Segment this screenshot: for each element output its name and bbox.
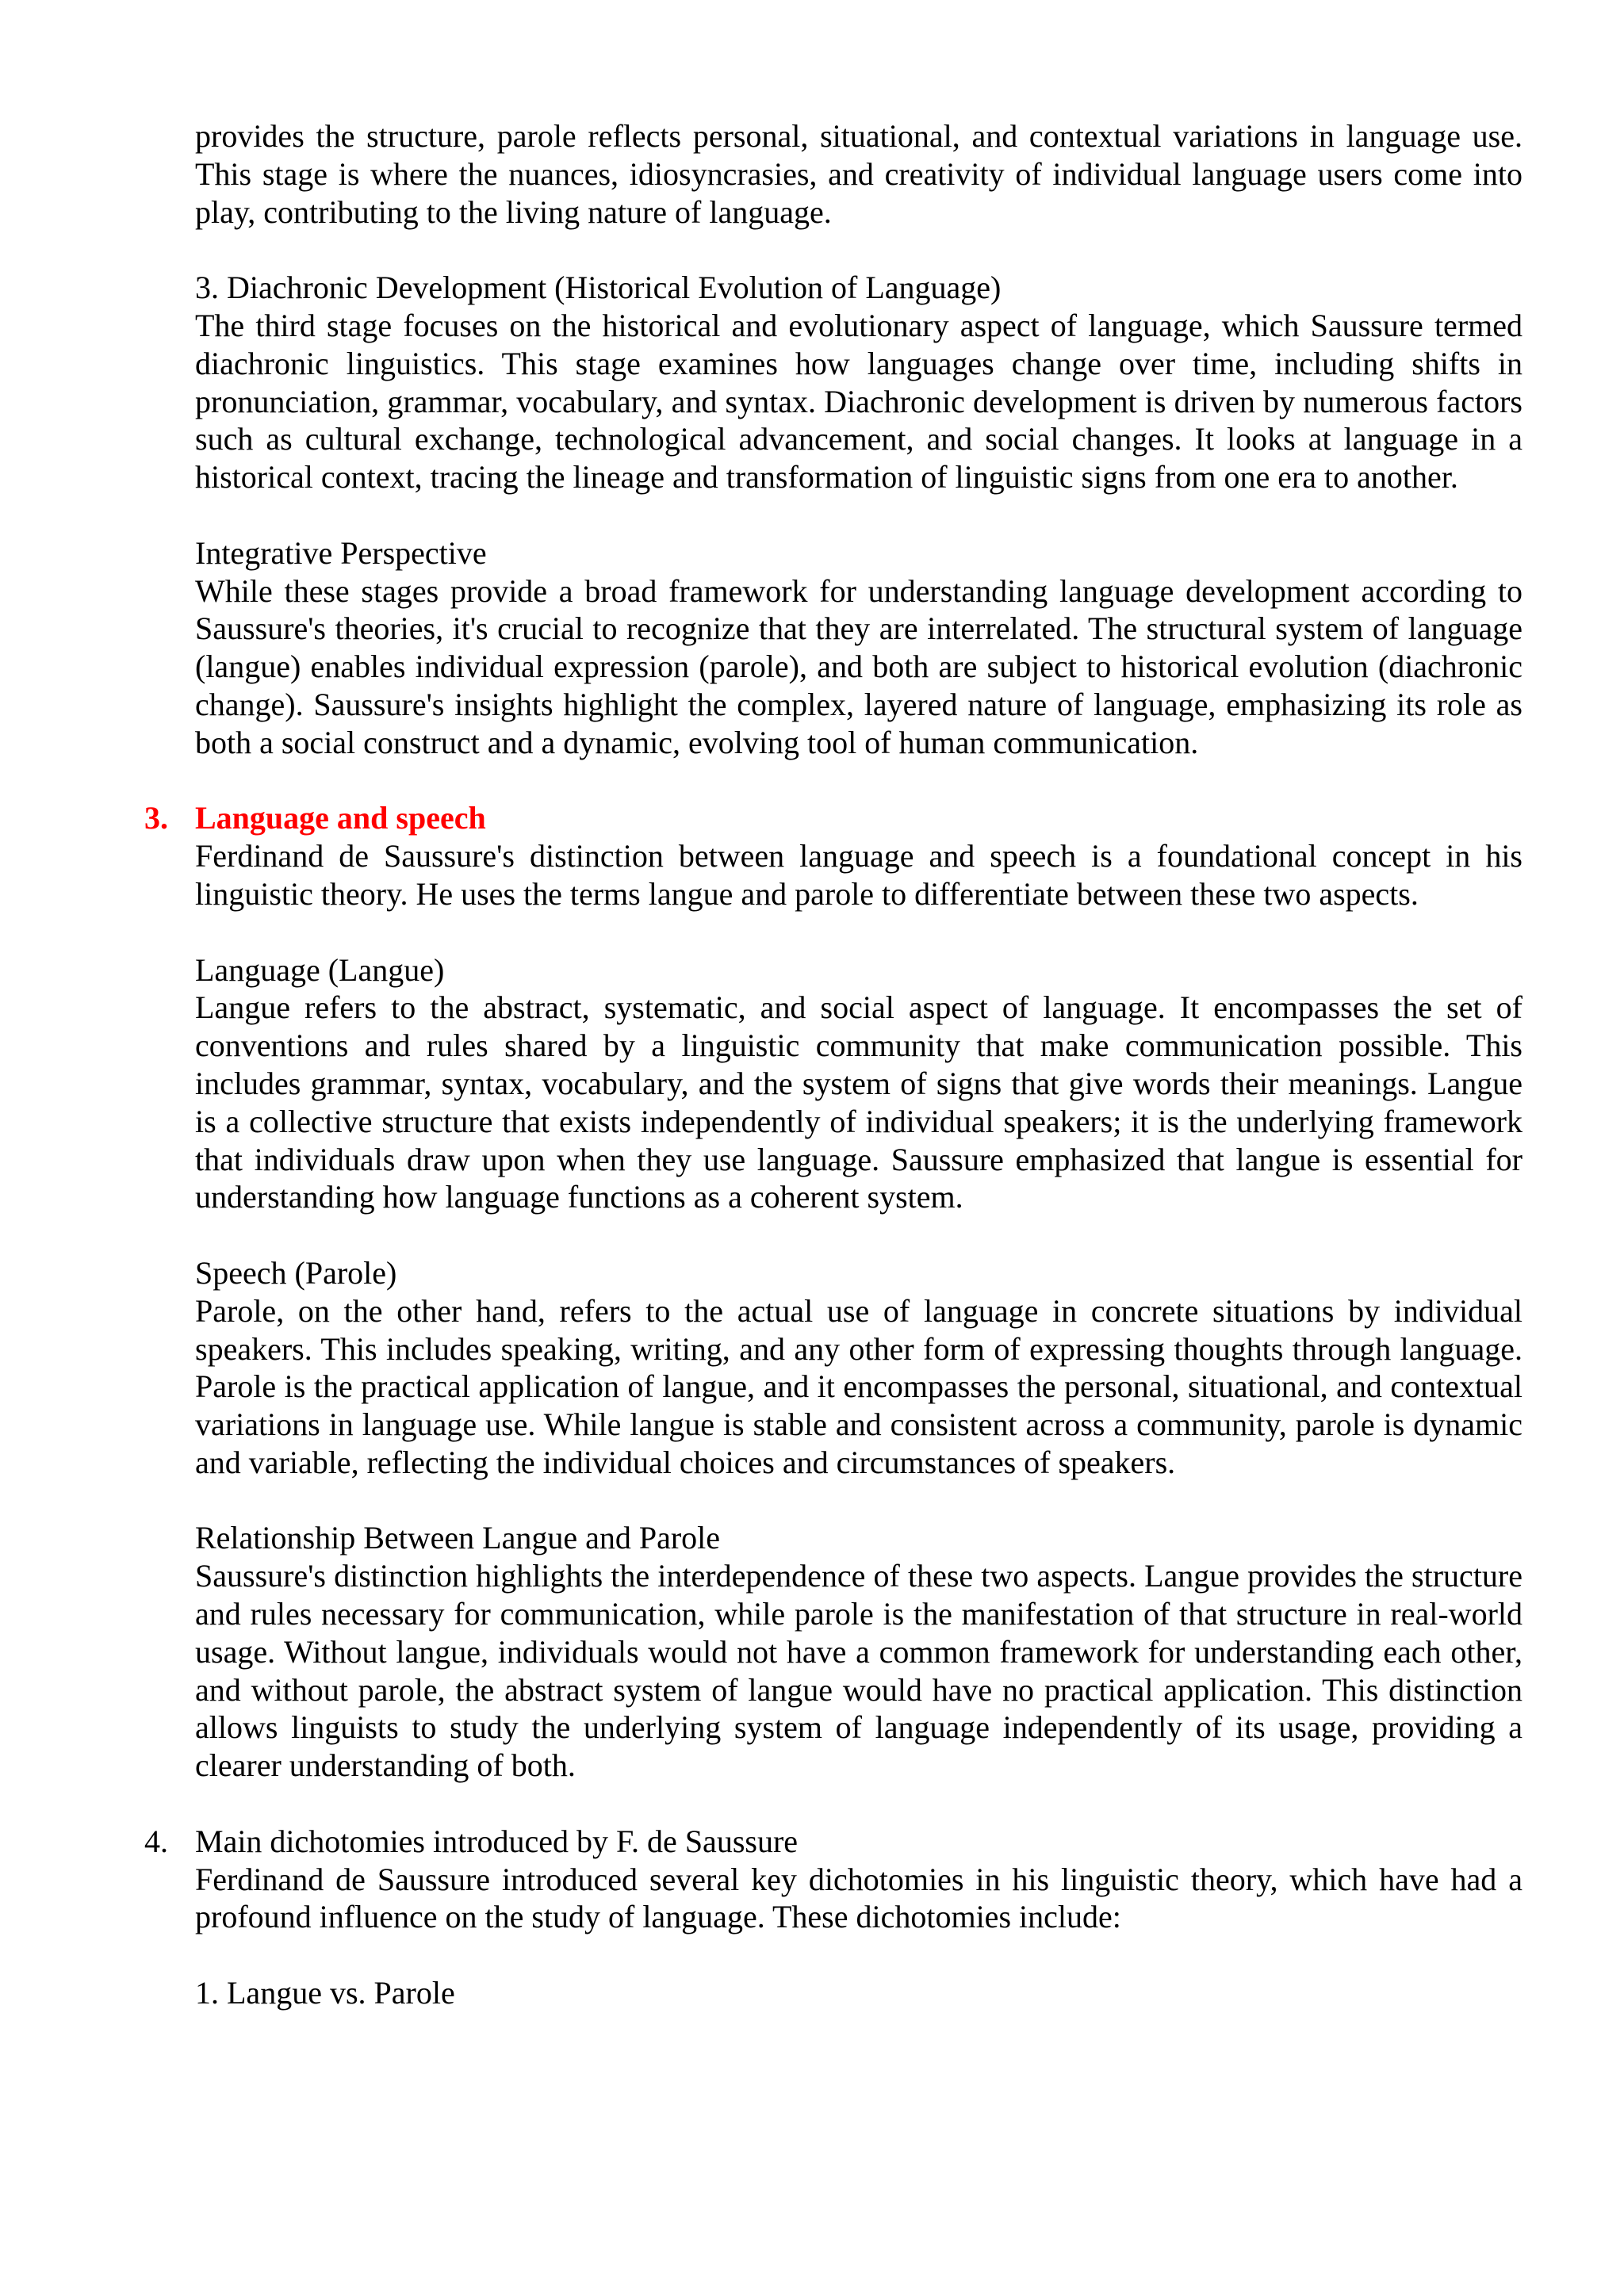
- section-4-intro: Ferdinand de Saussure introduced several key dichotomies in his linguistic theory, which have had a profound influence on the study of language. These dichotomies include:: [195, 1861, 1522, 1935]
- integrative-paragraph: While these stages provide a broad framework for understanding language development according to Saussure's theories, it's crucial to recognize that they are interrelated. The structural system of language (langue) enables individual expression (parole), and both are subject to historical evolution (diachronic change). Saussure's insights highlight the complex, layered nature of language, emphasizing its role as both a social construct and a dynamic, evolving tool of human communication.: [195, 572, 1522, 760]
- parole-title: Speech (Parole): [195, 1254, 397, 1291]
- diachronic-paragraph: The third stage focuses on the historical and evolutionary aspect of language, which Saussure termed diachronic linguistics. This stage examines how languages change over time, including shifts in pronunciation, grammar, vocabulary, and syntax. Diachronic development is driven by numerous factors such as cultural exchange, technological advancement, and social changes. It looks at language in a historical context, tracing the lineage and transformation of linguistic signs from one era to another.: [195, 307, 1522, 496]
- section-4-number: 4.: [144, 1823, 168, 1859]
- section-3-title: Language and speech: [195, 800, 486, 836]
- relationship-paragraph: Saussure's distinction highlights the interdependence of these two aspects. Langue provides the structure and rules necessary for communication, while parole is the manifestation of that structure in real-world usage. Without langue, individuals would not have a common framework for understanding each other, and without parole, the abstract system of langue would have no practical application. This distinction allows linguists to study the underlying system of language independently of its usage, providing a clearer understanding of both.: [195, 1558, 1522, 1784]
- continuation-paragraph: provides the structure, parole reflects personal, situational, and contextual variations in language use. This stage is where the nuances, idiosyncrasies, and creativity of individual language users come into play, contributing to the living nature of language.: [195, 118, 1522, 230]
- document-body: [144, 117, 1522, 2012]
- section-4-title: Main dichotomies introduced by F. de Saussure: [195, 1823, 799, 1859]
- section-3-heading: [144, 799, 1522, 837]
- section-4-heading: [144, 1823, 1522, 1861]
- langue-title: Language (Langue): [195, 951, 445, 988]
- section-3-number: 3.: [144, 800, 168, 836]
- relationship-title: Relationship Between Langue and Parole: [195, 1520, 721, 1556]
- diachronic-title: 3. Diachronic Development (Historical Evolution of Language): [195, 270, 1002, 306]
- integrative-title: Integrative Perspective: [195, 534, 487, 571]
- section-3-intro: Ferdinand de Saussure's distinction between language and speech is a foundational concept in his linguistic theory. He uses the terms langue and parole to differentiate between these two aspects.: [195, 838, 1522, 912]
- section-4-item-1: 1. Langue vs. Parole: [195, 1975, 455, 2011]
- parole-paragraph: Parole, on the other hand, refers to the actual use of language in concrete situations by individual speakers. This includes speaking, writing, and any other form of expressing thoughts through language. Parole is the practical application of langue, and it encompasses the personal, situational, and contextual variations in language use. While langue is stable and consistent across a community, parole is dynamic and variable, reflecting the individual choices and circumstances of speakers.: [195, 1292, 1522, 1480]
- langue-paragraph: Langue refers to the abstract, systematic, and social aspect of language. It encompasses the set of conventions and rules shared by a linguistic community that make communication possible. This includes grammar, syntax, vocabulary, and the system of signs that give words their meanings. Langue is a collective structure that exists independently of individual speakers; it is the underlying framework that individuals draw upon when they use language. Saussure emphasized that langue is essential for understanding how language functions as a coherent system.: [195, 989, 1522, 1215]
